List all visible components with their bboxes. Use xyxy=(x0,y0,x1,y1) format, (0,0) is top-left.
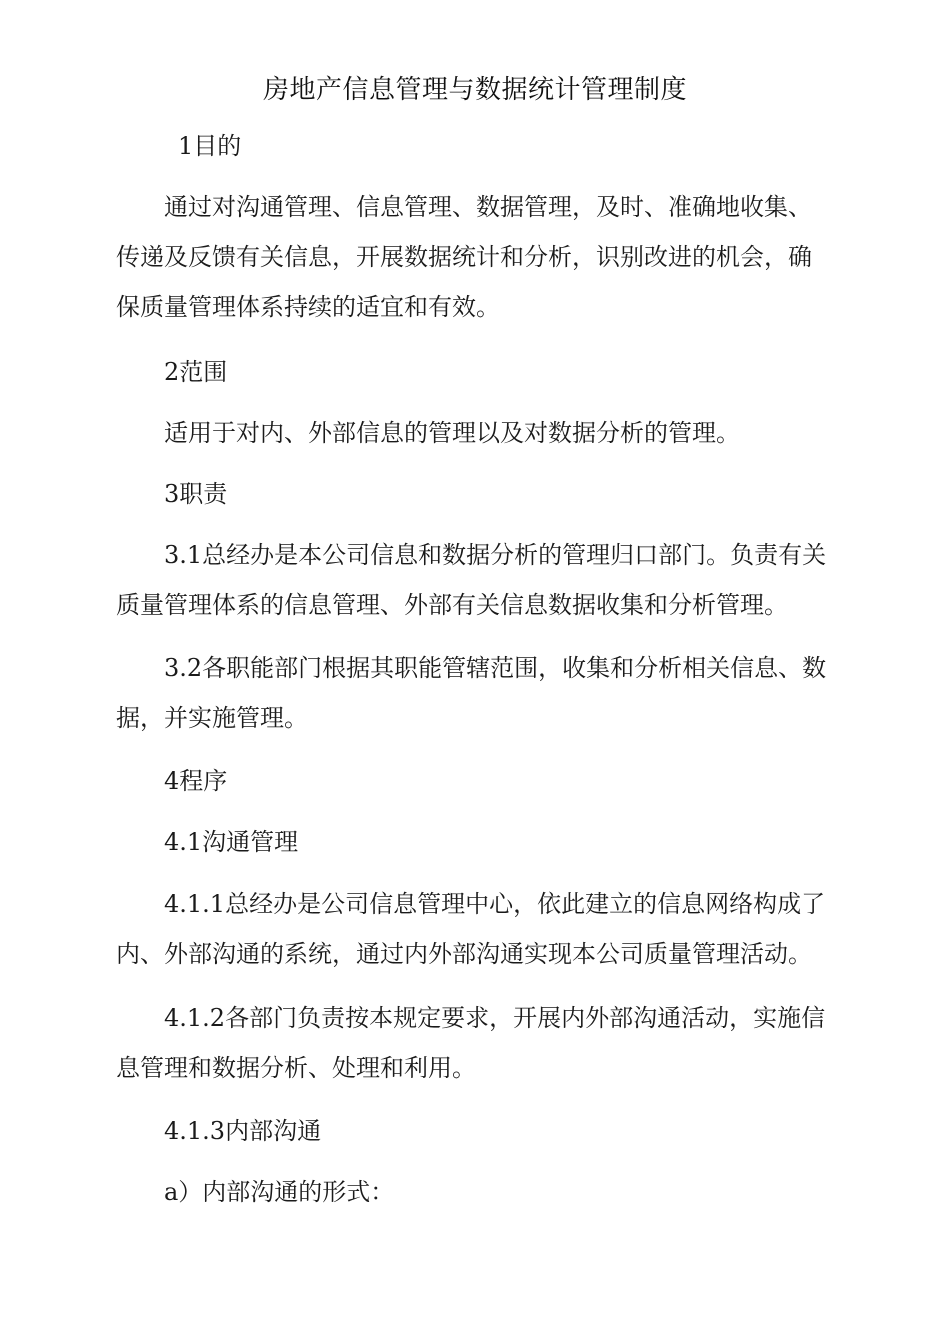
document-title: 房地产信息管理与数据统计管理制度 xyxy=(262,75,687,105)
section-heading-responsibilities: 3职责 xyxy=(164,480,228,508)
paragraph-responsibility-3-2: 3.2各职能部门根据其职能管辖范围，收集和分析相关信息、数据，并实施管理。 xyxy=(116,654,827,732)
paragraph-purpose: 通过对沟通管理、信息管理、数据管理，及时、准确地收集、传递及反馈有关信息，开展数据统计和分析，识别改进的机会，确保质量管理体系持续的适宜和有效。 xyxy=(116,193,812,321)
section-heading-procedure: 4程序 xyxy=(164,767,228,795)
section-heading-scope: 2范围 xyxy=(164,358,228,386)
paragraph-responsibility-3-1: 3.1总经办是本公司信息和数据分析的管理归口部门。负责有关质量管理体系的信息管理、外部有关信息数据收集和分析管理。 xyxy=(116,541,827,619)
subsection-heading-communication: 4.1沟通管理 xyxy=(164,828,299,856)
list-item-internal-communication-forms: a）内部沟通的形式： xyxy=(164,1178,395,1206)
paragraph-4-1-2: 4.1.2各部门负责按本规定要求，开展内外部沟通活动，实施信息管理和数据分析、处理和利用。 xyxy=(116,1004,826,1082)
subsection-heading-internal-communication: 4.1.3内部沟通 xyxy=(164,1117,322,1145)
section-heading-purpose: 1目的 xyxy=(178,132,242,160)
paragraph-scope: 适用于对内、外部信息的管理以及对数据分析的管理。 xyxy=(164,419,740,447)
paragraph-4-1-1: 4.1.1总经办是公司信息管理中心，依此建立的信息网络构成了内、外部沟通的系统，通过内外部沟通实现本公司质量管理活动。 xyxy=(116,890,826,968)
